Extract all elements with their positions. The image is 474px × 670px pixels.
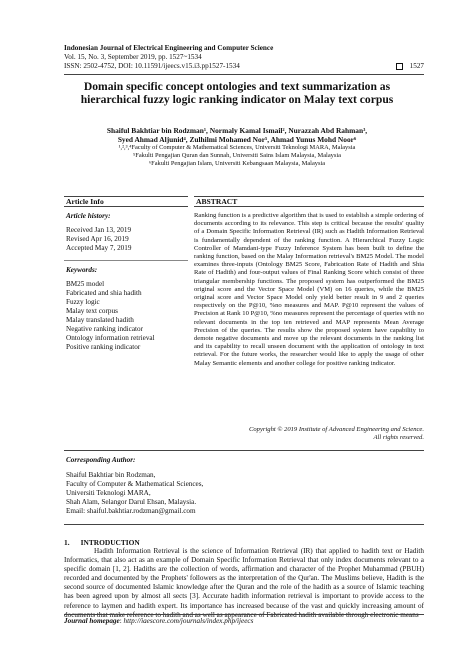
title-line: Domain specific concept ontologies and text summarization as — [83, 80, 391, 93]
corresponding-line: Universiti Teknologi MARA, — [66, 489, 151, 497]
history-divider — [64, 260, 188, 261]
homepage-separator: : — [119, 617, 124, 625]
header-rule — [64, 74, 424, 75]
keyword: Ontology information retrieval — [66, 334, 155, 342]
page-number: 1527 — [409, 62, 424, 70]
affiliation: ⁵Fakulti Pengajian Quran dan Sunnah, Universiti Sains Islam Malaysia, Malaysia — [133, 152, 341, 160]
keyword: Malay text corpus — [66, 307, 118, 315]
corresponding-heading: Corresponding Author: — [66, 456, 136, 464]
footer — [64, 617, 253, 625]
corresponding-line: Shaiful Bakhtiar bin Rodzman, — [66, 471, 156, 479]
homepage-link[interactable]: http://iaescore.com/journals/index.php/ijeecs — [123, 617, 254, 625]
paper-title — [50, 80, 424, 106]
keywords-block — [66, 266, 188, 352]
abstract-end-rule — [64, 450, 424, 451]
corresponding-author — [66, 456, 366, 516]
copyright-line: All rights reserved. — [373, 434, 424, 442]
corresponding-line: Faculty of Computer & Mathematical Sciences, — [66, 480, 204, 488]
journal-header — [64, 44, 424, 71]
journal-volume: Vol. 15, No. 3, September 2019, pp. 1527~1534 — [64, 53, 202, 61]
abstract-text: Ranking function is a predictive algorithm that is used to establish a simple ordering of documents according to its relevance. This step is critical because the results' quality of a Domain Specific Information Retrieval (IR) such as Hadith Information Retrieval is fundamentally dependent of the ranking function. A Hierarchical Fuzzy Logic Controller of Mamdani-type Fuzzy Inference System has been built to define the ranking function, based on the Malay Information retrieval's BM25 Model. The model examines three-inputs (Ontology BM25 Score, Fabrication Rate of Hadith and Shia Rate of Hadith) and four-output values of Final Ranking Score which consist of three triangular membership functions. The proposed system has outperformed the BM25 original score and the Vector Space Model (VM) on 16 queries, while the BM25 original score and Vector Space Model only yield better result in 9 and 2 queries respectively on the P@10, %no measures and MAP. P@10 represent the values of Precision at Rank 10 P@10, %no measures represent the percentage of queries with no relevant documents in the top ten retrieved and MAP represents Mean Average Precision of the queries. The results show the proposed system have capability to demote negative documents and move up the relevant documents in the ranking list and its capability to recall unseen document with the application of ontology in text retrieval. For the future works, the researcher would like to apply the usage of other Malay Semantic elements and another college for positive ranking indicator. — [194, 212, 424, 367]
introduction-paragraph: Hadith Information Retrieval is the science of Information Retrieval (IR) that applied to hadith text or Hadith Informatics, that also act as an example of Domain Specific Information Retrieval that only index documents relevant to a specific domain [1, 2]. Hadiths are the collection of words, affirmation and character of the Prophet Muhammad (PBUH) recorded and documented by the Prophets' followers as the interpretation of the Qur'an. The Muslims believe, Hadith is the second source of documented Islamic knowledge after the Quran and the role of the hadith as a source of Islamic teaching has been agreed upon by almost all sects [3]. Accurate hadith information retrieval is important to provide access to the reference to laymen and hadith expert. Its importance has increased because of the vast and quickly increasing amount of — [64, 547, 424, 610]
introduction-heading: 1. INTRODUCTION — [64, 538, 140, 547]
author-list — [50, 126, 424, 144]
copyright — [194, 426, 424, 442]
keyword: BM25 model — [66, 280, 105, 288]
page-number-block — [396, 62, 424, 71]
keyword: Positive ranking indicator — [66, 343, 141, 351]
affiliations — [50, 144, 424, 169]
corresponding-email[interactable]: Email: shaiful.bakhtiar.rodzman@gmail.com — [66, 507, 196, 515]
authors-line: Shaiful Bakhtiar bin Rodzman¹, Normaly Kamal Ismail², Nurazzah Abd Rahman³, — [106, 126, 368, 135]
footer-rule — [64, 614, 424, 615]
history-heading: Article history: — [66, 212, 111, 220]
abstract-bottom-rule — [194, 206, 424, 207]
keyword: Fuzzy logic — [66, 298, 100, 306]
corresponding-end-rule — [64, 524, 424, 525]
revised-date: Revised Apr 16, 2019 — [66, 235, 129, 243]
journal-issn: ISSN: 2502-4752, DOI: 10.11591/ijeecs.v15.i3.pp1527-1534 — [64, 62, 240, 70]
affiliation: ¹,²,³,⁴Faculty of Computer & Mathematical Sciences, Universiti Teknologi MARA, Malaysia — [118, 144, 356, 151]
keyword: Malay translated hadith — [66, 316, 134, 324]
keyword: Fabricated and shia hadith — [66, 289, 142, 297]
homepage-label: Journal homepage — [64, 617, 120, 625]
introduction-text — [64, 547, 424, 620]
received-date: Received Jan 13, 2019 — [66, 226, 132, 234]
keywords-heading: Keywords: — [66, 266, 98, 274]
corresponding-line: Shah Alam, Selangor Darul Ehsan, Malaysia. — [66, 498, 197, 506]
accepted-date: Accepted May 7, 2019 — [66, 244, 132, 252]
article-history — [66, 212, 188, 253]
title-line: hierarchical fuzzy logic ranking indicator on Malay text corpus — [80, 93, 394, 106]
journal-name: Indonesian Journal of Electrical Engineering and Computer Science — [64, 44, 274, 52]
keyword: Negative ranking indicator — [66, 325, 144, 333]
article-info-heading: Article Info — [66, 197, 104, 206]
abstract-heading: ABSTRACT — [196, 197, 238, 206]
copyright-line: Copyright © 2019 Institute of Advanced Engineering and Science. — [248, 426, 424, 433]
authors-line: Syed Ahmad Aljunid⁴, Zulhilmi Mohamed Nor⁵, Ahmad Yunus Mohd Noor⁶ — [117, 135, 357, 144]
affiliation: ⁶Fakulti Pengajian Islam, Universiti Kebangsaan Malaysia, Malaysia — [148, 160, 326, 168]
square-icon — [396, 63, 403, 70]
article-info-bottom-rule — [64, 206, 188, 207]
